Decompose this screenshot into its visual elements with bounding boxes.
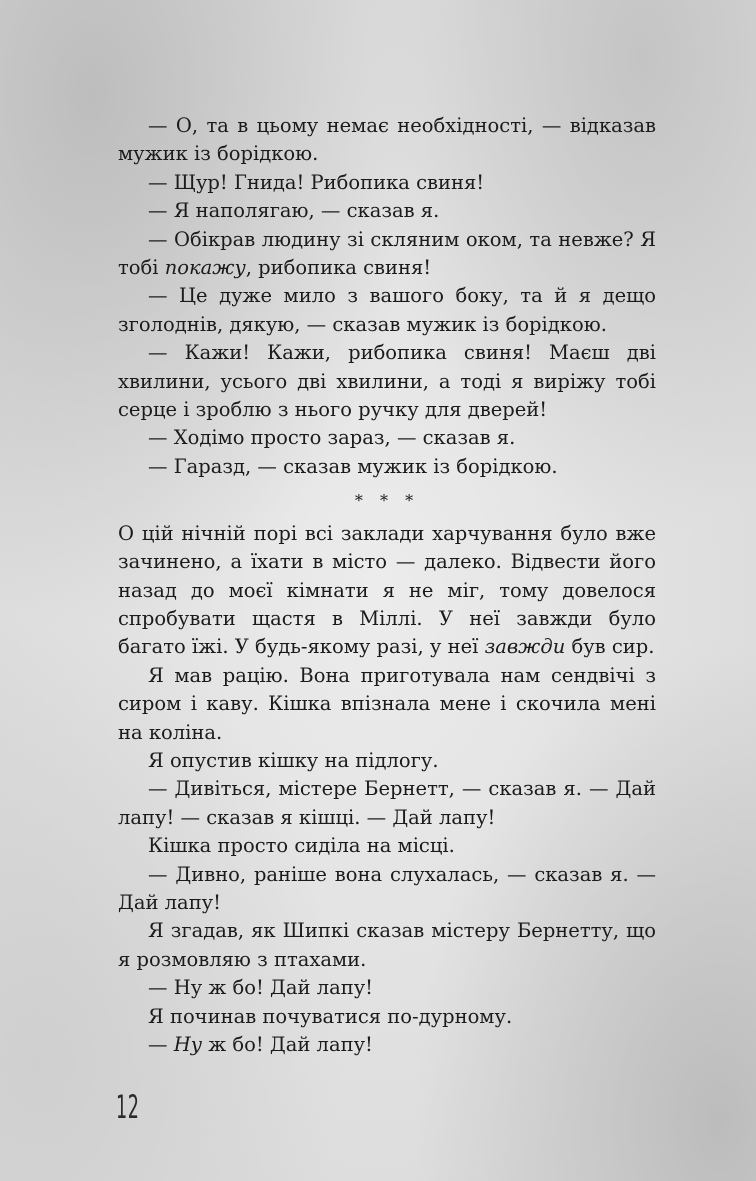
text-span: — — [148, 1033, 174, 1056]
page-number: 12 — [116, 1088, 140, 1126]
section-separator — [118, 487, 656, 515]
italic-span: завжди — [484, 635, 566, 659]
text-span: Я мав рацію. Вона приготувала нам сендвічі з сиром і каву. Кішка впізнала мене і скочила мені на коліна. — [118, 663, 656, 744]
text-span: ж бо! Дай лапу! — [202, 1033, 373, 1056]
text-span: — Дивно, раніше вона слухалась, — сказав я. — Дай лапу! — [118, 862, 656, 914]
text-span: , рибопика свиня! — [245, 256, 432, 280]
paragraph — [118, 453, 656, 481]
paragraph — [118, 169, 656, 197]
italic-span: Ну — [173, 1033, 203, 1056]
paragraph — [118, 662, 656, 747]
paragraph — [118, 775, 656, 832]
text-span: — Ну ж бо! Дай лапу! — [148, 976, 374, 1000]
body-text — [118, 112, 656, 1059]
paragraph — [118, 424, 656, 452]
paragraph — [118, 917, 656, 974]
paragraph — [118, 520, 656, 662]
text-span: * * * — [354, 491, 420, 511]
text-span: був сир. — [565, 635, 655, 659]
paragraph — [118, 282, 656, 339]
paragraph — [118, 197, 656, 225]
paragraph — [118, 1003, 656, 1031]
text-span: — Гаразд, — сказав мужик із борідкою. — [148, 454, 558, 478]
text-span: — Це дуже мило з вашого боку, та й я дещо зголоднів, дякую, — сказав мужик із борідкою. — [118, 284, 656, 336]
italic-span: покажу — [164, 256, 246, 280]
paragraph — [118, 226, 656, 283]
text-span: — Кажи! Кажи, рибопика свиня! Маєш дві хвилини, усього дві хвилини, а тоді я виріжу тобі серце і зроблю з нього ручку для дверей! — [118, 341, 656, 422]
text-span: — О, та в цьому немає необхідності, — відказав мужик із борідкою. — [118, 114, 656, 166]
text-span: Я опустив кішку на підлогу. — [148, 748, 439, 772]
text-span: О цій нічній порі всі заклади харчування було вже зачинено, а їхати в місто — далеко. Відвести його назад до моєї кімнати я не міг, тому довелося спробувати щастя в Міллі. У неї завжди було багато їжі. У будь-якому разі, у неї — [118, 521, 656, 659]
paragraph — [118, 747, 656, 775]
text-span: — Ходімо просто зараз, — сказав я. — [148, 426, 516, 450]
text-span: — Щур! Гнида! Рибопика свиня! — [148, 170, 485, 194]
paragraph — [118, 112, 656, 169]
text-span: — Дивіться, містере Бернетт, — сказав я. — Дай лапу! — сказав я кішці. — Дай лапу! — [118, 777, 656, 829]
paragraph — [118, 339, 656, 424]
text-span: — Обікрав людину зі скляним оком, та невже? Я тобі — [118, 227, 656, 280]
text-span: Я згадав, як Шипкі сказав містеру Бернетту, що я розмовляю з птахами. — [118, 919, 656, 971]
text-span: Кішка просто сиділа на місці. — [148, 834, 455, 858]
text-span: Я починав почуватися по-дурному. — [148, 1004, 513, 1028]
paragraph — [118, 832, 656, 860]
paragraph — [118, 1031, 656, 1059]
paragraph — [118, 974, 656, 1002]
paragraph — [118, 861, 656, 918]
text-span: — Я наполягаю, — сказав я. — [148, 199, 440, 223]
